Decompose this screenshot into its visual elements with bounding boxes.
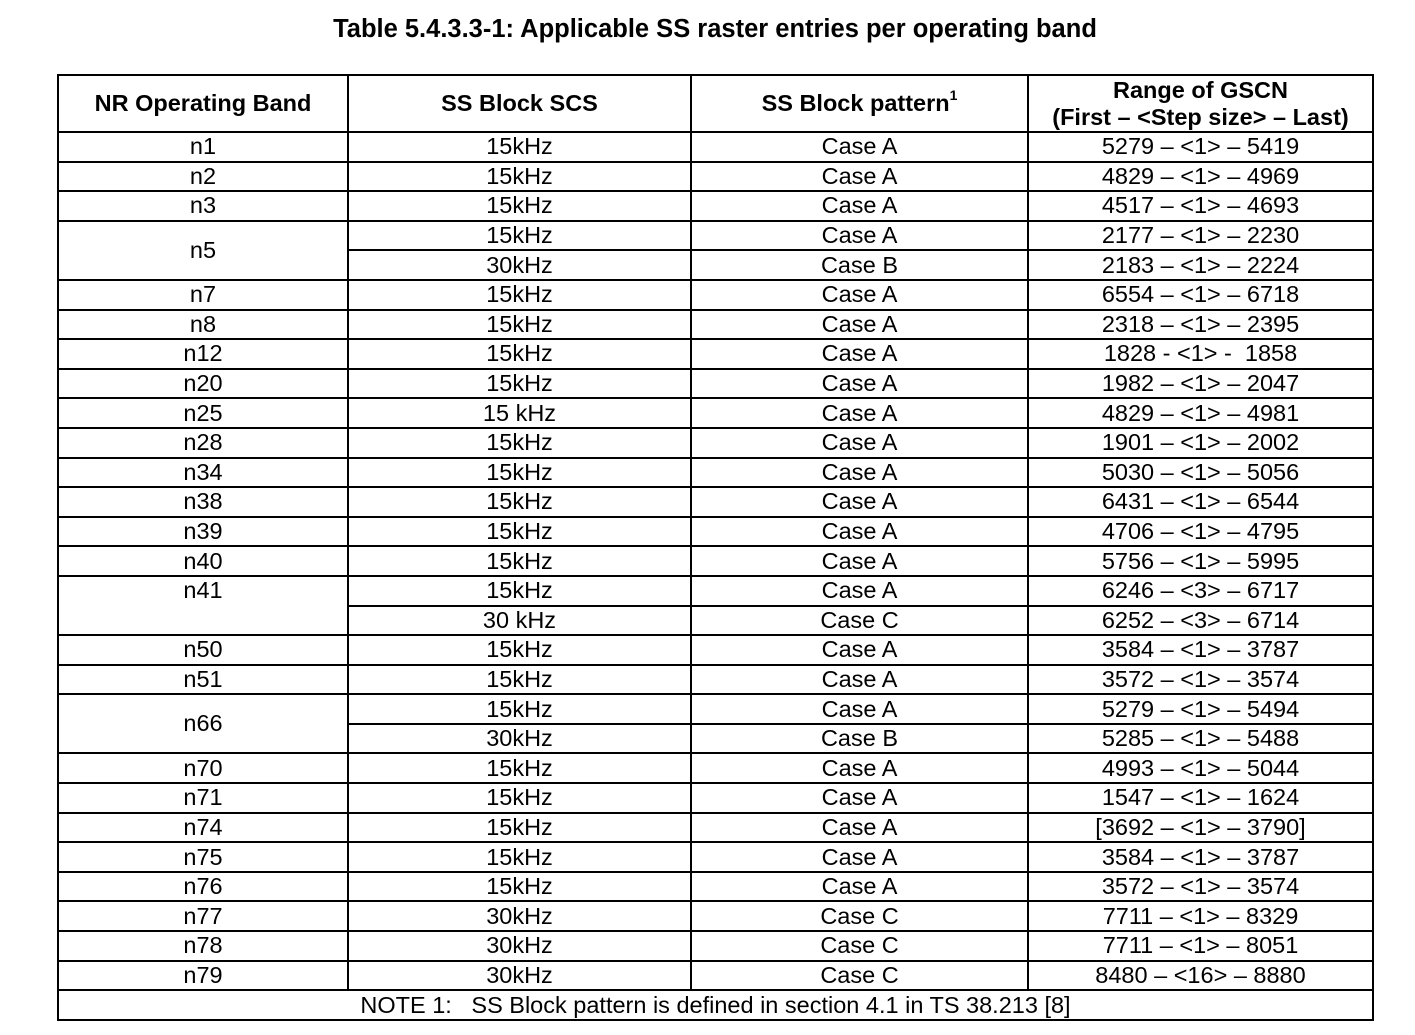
cell-band: n41 (58, 576, 348, 635)
table-row (58, 546, 1373, 576)
table-row (58, 280, 1373, 310)
cell-range: 3572 – <1> – 3574 (1028, 872, 1373, 902)
cell-range: 3584 – <1> – 3787 (1028, 842, 1373, 872)
table-row (58, 665, 1373, 695)
table-caption: Table 5.4.3.3-1: Applicable SS raster entries per operating band (333, 15, 1097, 43)
table-row (58, 842, 1373, 872)
cell-band: n76 (58, 872, 348, 902)
cell-band: n78 (58, 931, 348, 961)
cell-band: n74 (58, 813, 348, 843)
header-range (1028, 75, 1373, 132)
cell-pattern: Case A (691, 665, 1028, 695)
cell-range: 5756 – <1> – 5995 (1028, 546, 1373, 576)
cell-range: 5279 – <1> – 5494 (1028, 694, 1373, 724)
cell-range: 4706 – <1> – 4795 (1028, 517, 1373, 547)
cell-range: 7711 – <1> – 8329 (1028, 901, 1373, 931)
cell-range: 5279 – <1> – 5419 (1028, 132, 1373, 162)
table-row (58, 576, 1373, 606)
cell-scs: 15kHz (348, 753, 691, 783)
header-range-line2: (First – <Step size> – Last) (1052, 103, 1349, 130)
cell-pattern: Case A (691, 191, 1028, 221)
cell-range: 4829 – <1> – 4981 (1028, 398, 1373, 428)
cell-scs: 15kHz (348, 487, 691, 517)
cell-range: 5285 – <1> – 5488 (1028, 724, 1373, 754)
cell-pattern: Case A (691, 546, 1028, 576)
cell-band: n70 (58, 753, 348, 783)
cell-pattern: Case A (691, 783, 1028, 813)
cell-scs: 15kHz (348, 369, 691, 399)
cell-range: 6252 – <3> – 6714 (1028, 606, 1373, 636)
cell-pattern: Case A (691, 517, 1028, 547)
cell-band: n20 (58, 369, 348, 399)
table-row (58, 310, 1373, 340)
table-row (58, 961, 1373, 991)
cell-scs: 15kHz (348, 635, 691, 665)
cell-pattern: Case A (691, 694, 1028, 724)
table-note: NOTE 1: SS Block pattern is defined in section 4.1 in TS 38.213 [8] (58, 990, 1373, 1020)
table-row (58, 517, 1373, 547)
cell-scs: 15kHz (348, 132, 691, 162)
cell-band: n39 (58, 517, 348, 547)
cell-band: n2 (58, 162, 348, 192)
cell-pattern: Case A (691, 369, 1028, 399)
cell-pattern: Case A (691, 428, 1028, 458)
cell-pattern: Case A (691, 280, 1028, 310)
cell-range: 7711 – <1> – 8051 (1028, 931, 1373, 961)
cell-scs: 30kHz (348, 901, 691, 931)
cell-pattern: Case B (691, 724, 1028, 754)
cell-scs: 15kHz (348, 280, 691, 310)
cell-pattern: Case A (691, 635, 1028, 665)
cell-range: 3572 – <1> – 3574 (1028, 665, 1373, 695)
cell-pattern: Case A (691, 576, 1028, 606)
cell-range: 6554 – <1> – 6718 (1028, 280, 1373, 310)
table-row (58, 783, 1373, 813)
cell-pattern: Case C (691, 931, 1028, 961)
cell-scs: 15kHz (348, 162, 691, 192)
table-row (58, 339, 1373, 369)
cell-scs: 15kHz (348, 842, 691, 872)
header-band: NR Operating Band (58, 75, 348, 132)
table-row (58, 162, 1373, 192)
cell-band: n3 (58, 191, 348, 221)
cell-pattern: Case C (691, 961, 1028, 991)
header-scs: SS Block SCS (348, 75, 691, 132)
cell-scs: 30kHz (348, 250, 691, 280)
table-row (58, 398, 1373, 428)
cell-range: [3692 – <1> – 3790] (1028, 813, 1373, 843)
cell-range: 4993 – <1> – 5044 (1028, 753, 1373, 783)
table-row (58, 428, 1373, 458)
cell-band: n40 (58, 546, 348, 576)
cell-range: 5030 – <1> – 5056 (1028, 458, 1373, 488)
cell-band: n38 (58, 487, 348, 517)
cell-band: n79 (58, 961, 348, 991)
cell-band: n77 (58, 901, 348, 931)
ss-raster-table (57, 74, 1374, 1021)
cell-band: n66 (58, 694, 348, 753)
table-row (58, 931, 1373, 961)
cell-scs: 15kHz (348, 576, 691, 606)
cell-pattern: Case B (691, 250, 1028, 280)
table-row (58, 753, 1373, 783)
cell-range: 1828 - <1> - 1858 (1028, 339, 1373, 369)
header-range-line1: Range of GSCN (1113, 76, 1288, 103)
table-body (58, 132, 1373, 990)
cell-pattern: Case C (691, 606, 1028, 636)
cell-band: n71 (58, 783, 348, 813)
table-row (58, 813, 1373, 843)
cell-scs: 15kHz (348, 517, 691, 547)
cell-band: n28 (58, 428, 348, 458)
cell-scs: 15kHz (348, 191, 691, 221)
cell-pattern: Case A (691, 842, 1028, 872)
table-row (58, 191, 1373, 221)
cell-range: 1901 – <1> – 2002 (1028, 428, 1373, 458)
table-row (58, 872, 1373, 902)
table-row (58, 132, 1373, 162)
cell-range: 6246 – <3> – 6717 (1028, 576, 1373, 606)
cell-range: 2177 – <1> – 2230 (1028, 221, 1373, 251)
header-pattern (691, 75, 1028, 132)
cell-scs: 15kHz (348, 694, 691, 724)
table-row (58, 901, 1373, 931)
table-row (58, 487, 1373, 517)
cell-scs: 15kHz (348, 458, 691, 488)
cell-pattern: Case A (691, 487, 1028, 517)
cell-scs: 15kHz (348, 339, 691, 369)
cell-pattern: Case A (691, 132, 1028, 162)
cell-range: 1982 – <1> – 2047 (1028, 369, 1373, 399)
footnote-marker: 1 (949, 87, 958, 104)
cell-band: n34 (58, 458, 348, 488)
cell-band: n7 (58, 280, 348, 310)
cell-scs: 30kHz (348, 931, 691, 961)
table-row (58, 221, 1373, 251)
cell-range: 4517 – <1> – 4693 (1028, 191, 1373, 221)
note-row (58, 990, 1373, 1020)
cell-scs: 30 kHz (348, 606, 691, 636)
cell-scs: 15kHz (348, 783, 691, 813)
cell-band: n8 (58, 310, 348, 340)
cell-pattern: Case A (691, 339, 1028, 369)
cell-scs: 15kHz (348, 221, 691, 251)
cell-range: 3584 – <1> – 3787 (1028, 635, 1373, 665)
cell-pattern: Case A (691, 813, 1028, 843)
cell-band: n51 (58, 665, 348, 695)
table-row (58, 694, 1373, 724)
cell-range: 8480 – <16> – 8880 (1028, 961, 1373, 991)
cell-band: n75 (58, 842, 348, 872)
cell-band: n12 (58, 339, 348, 369)
cell-range: 2318 – <1> – 2395 (1028, 310, 1373, 340)
cell-pattern: Case A (691, 872, 1028, 902)
cell-range: 4829 – <1> – 4969 (1028, 162, 1373, 192)
header-pattern-label: SS Block pattern (761, 90, 950, 116)
table-row (58, 635, 1373, 665)
cell-band: n5 (58, 221, 348, 280)
cell-scs: 15kHz (348, 813, 691, 843)
cell-scs: 30kHz (348, 961, 691, 991)
cell-pattern: Case A (691, 221, 1028, 251)
cell-range: 1547 – <1> – 1624 (1028, 783, 1373, 813)
cell-scs: 15kHz (348, 546, 691, 576)
cell-scs: 15kHz (348, 872, 691, 902)
cell-pattern: Case C (691, 901, 1028, 931)
cell-scs: 15 kHz (348, 398, 691, 428)
header-row (58, 75, 1373, 132)
cell-range: 2183 – <1> – 2224 (1028, 250, 1373, 280)
cell-pattern: Case A (691, 753, 1028, 783)
cell-scs: 15kHz (348, 428, 691, 458)
cell-pattern: Case A (691, 398, 1028, 428)
cell-band: n25 (58, 398, 348, 428)
table-row (58, 369, 1373, 399)
cell-pattern: Case A (691, 458, 1028, 488)
cell-band: n50 (58, 635, 348, 665)
cell-pattern: Case A (691, 162, 1028, 192)
cell-scs: 15kHz (348, 665, 691, 695)
cell-pattern: Case A (691, 310, 1028, 340)
cell-band: n1 (58, 132, 348, 162)
cell-range: 6431 – <1> – 6544 (1028, 487, 1373, 517)
table-row (58, 458, 1373, 488)
cell-scs: 15kHz (348, 310, 691, 340)
cell-scs: 30kHz (348, 724, 691, 754)
